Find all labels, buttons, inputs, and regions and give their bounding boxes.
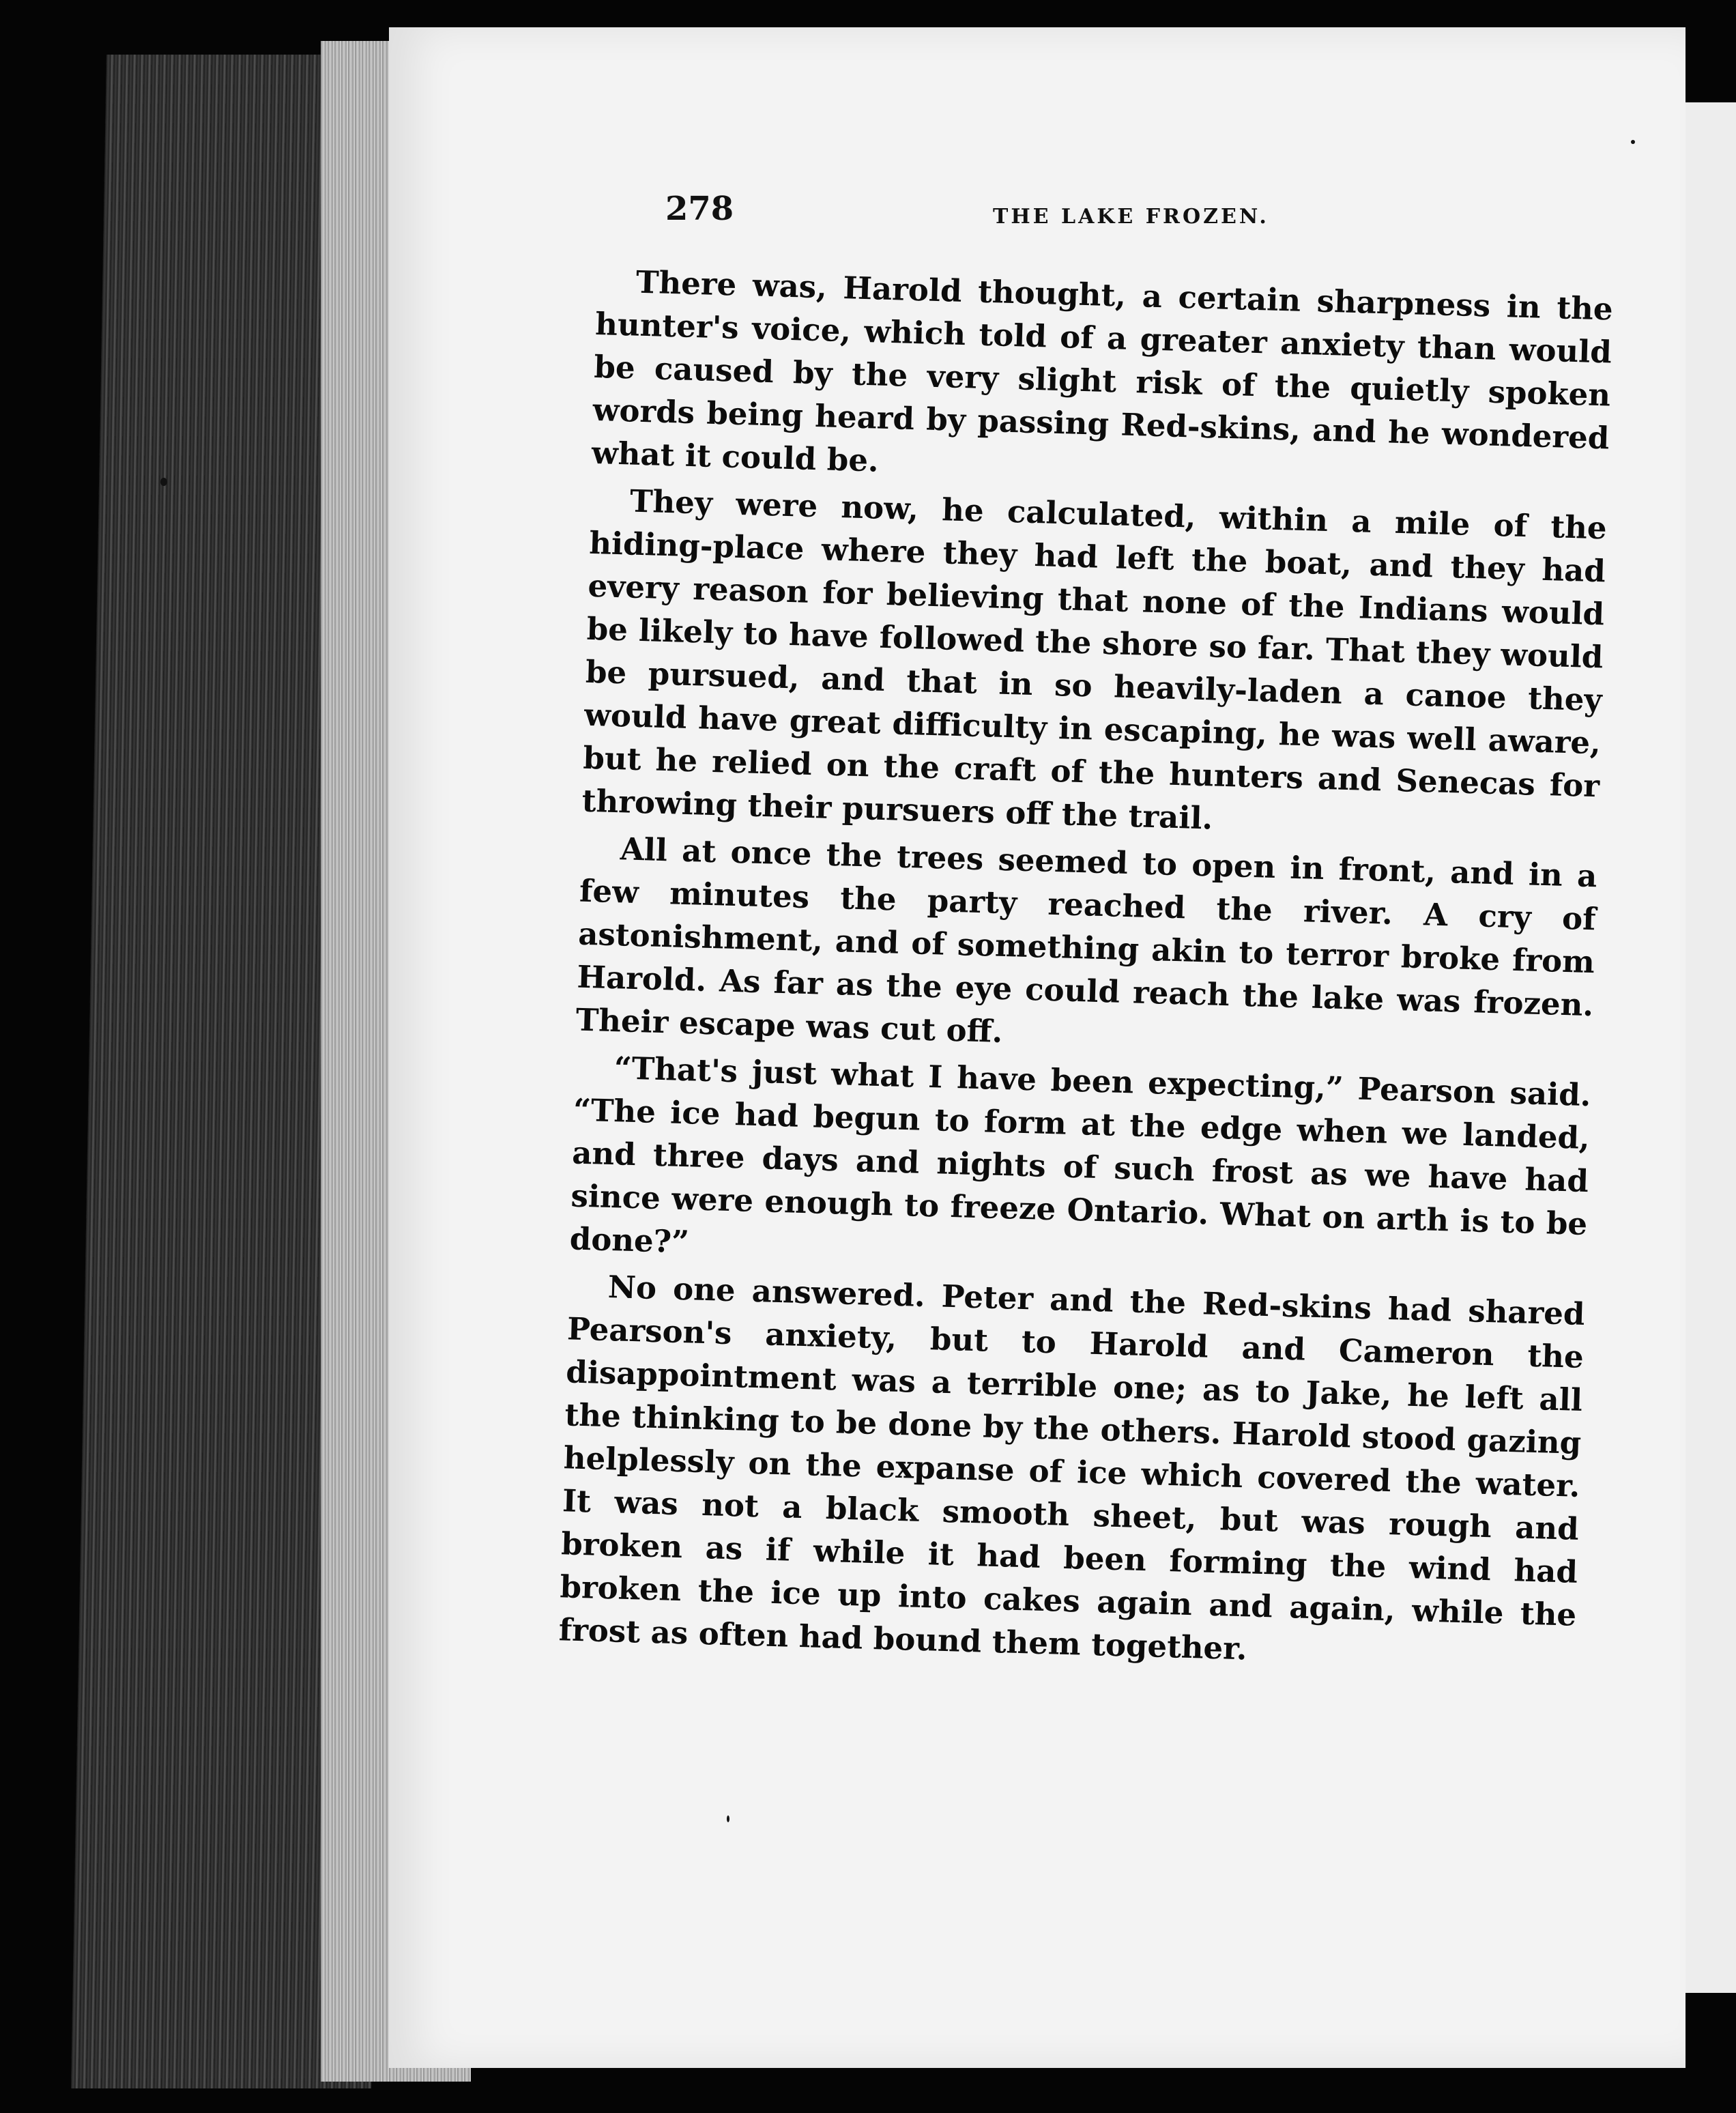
paragraph-2: They were now, he calculated, within a mile of the hiding-place where they had left the boat, and they had every reason for believing that none of the Indians would be likely to have followed the shore so far. That they would be pursued, and that in so heavily-laden a canoe they would have great difficulty in escaping, he was well aware, but he relied on the craft of the hunters and Senecas for throwing their pursuers off the trail. — [581, 483, 1608, 837]
paragraph-3: All at once the trees seemed to open in front, and in a few minutes the party reached the river. A cry of astonishment, and of something akin to terror broke from Harold. As far as the eye could reach the lake was frozen. Their escape was cut off. — [575, 831, 1598, 1050]
paragraph-4: “That's just what I have been expecting,” Pearson said. “The ice had begun to form at the edge when we landed, and three days and nights of such frost as we have had since were enough to freeze Ontario. What on arth is to be done?” — [569, 1050, 1592, 1261]
scan-speck — [727, 1815, 729, 1822]
paragraph-1: There was, Harold thought, a certain sharpness in the hunter's voice, which told of a greater anxiety than would be caused by the very slight risk of the quietly spoken words being heard by passing Red-skins, and he wondered what it could be. — [591, 263, 1614, 479]
running-head: THE LAKE FROZEN. — [993, 205, 1269, 229]
page-number: 278 — [665, 190, 734, 228]
page-header — [665, 184, 1320, 246]
paragraph-5: No one answered. Peter and the Red-skins had shared Pearson's anxiety, but to Harold and Cameron the disappointment was a terrible one; as to Jake, he left all the thinking to be done by the others. Harold stood gazing helplessly on the expanse of ice which covered the water. It was not a black smooth sheet, but was rough and broken as if while it had been forming the wind had broken the ice up into cakes again and again, while the frost as often had bound them together. — [558, 1269, 1586, 1667]
scan-speck — [1631, 140, 1635, 144]
scan-speck — [160, 478, 167, 486]
body-text — [558, 259, 1613, 1680]
